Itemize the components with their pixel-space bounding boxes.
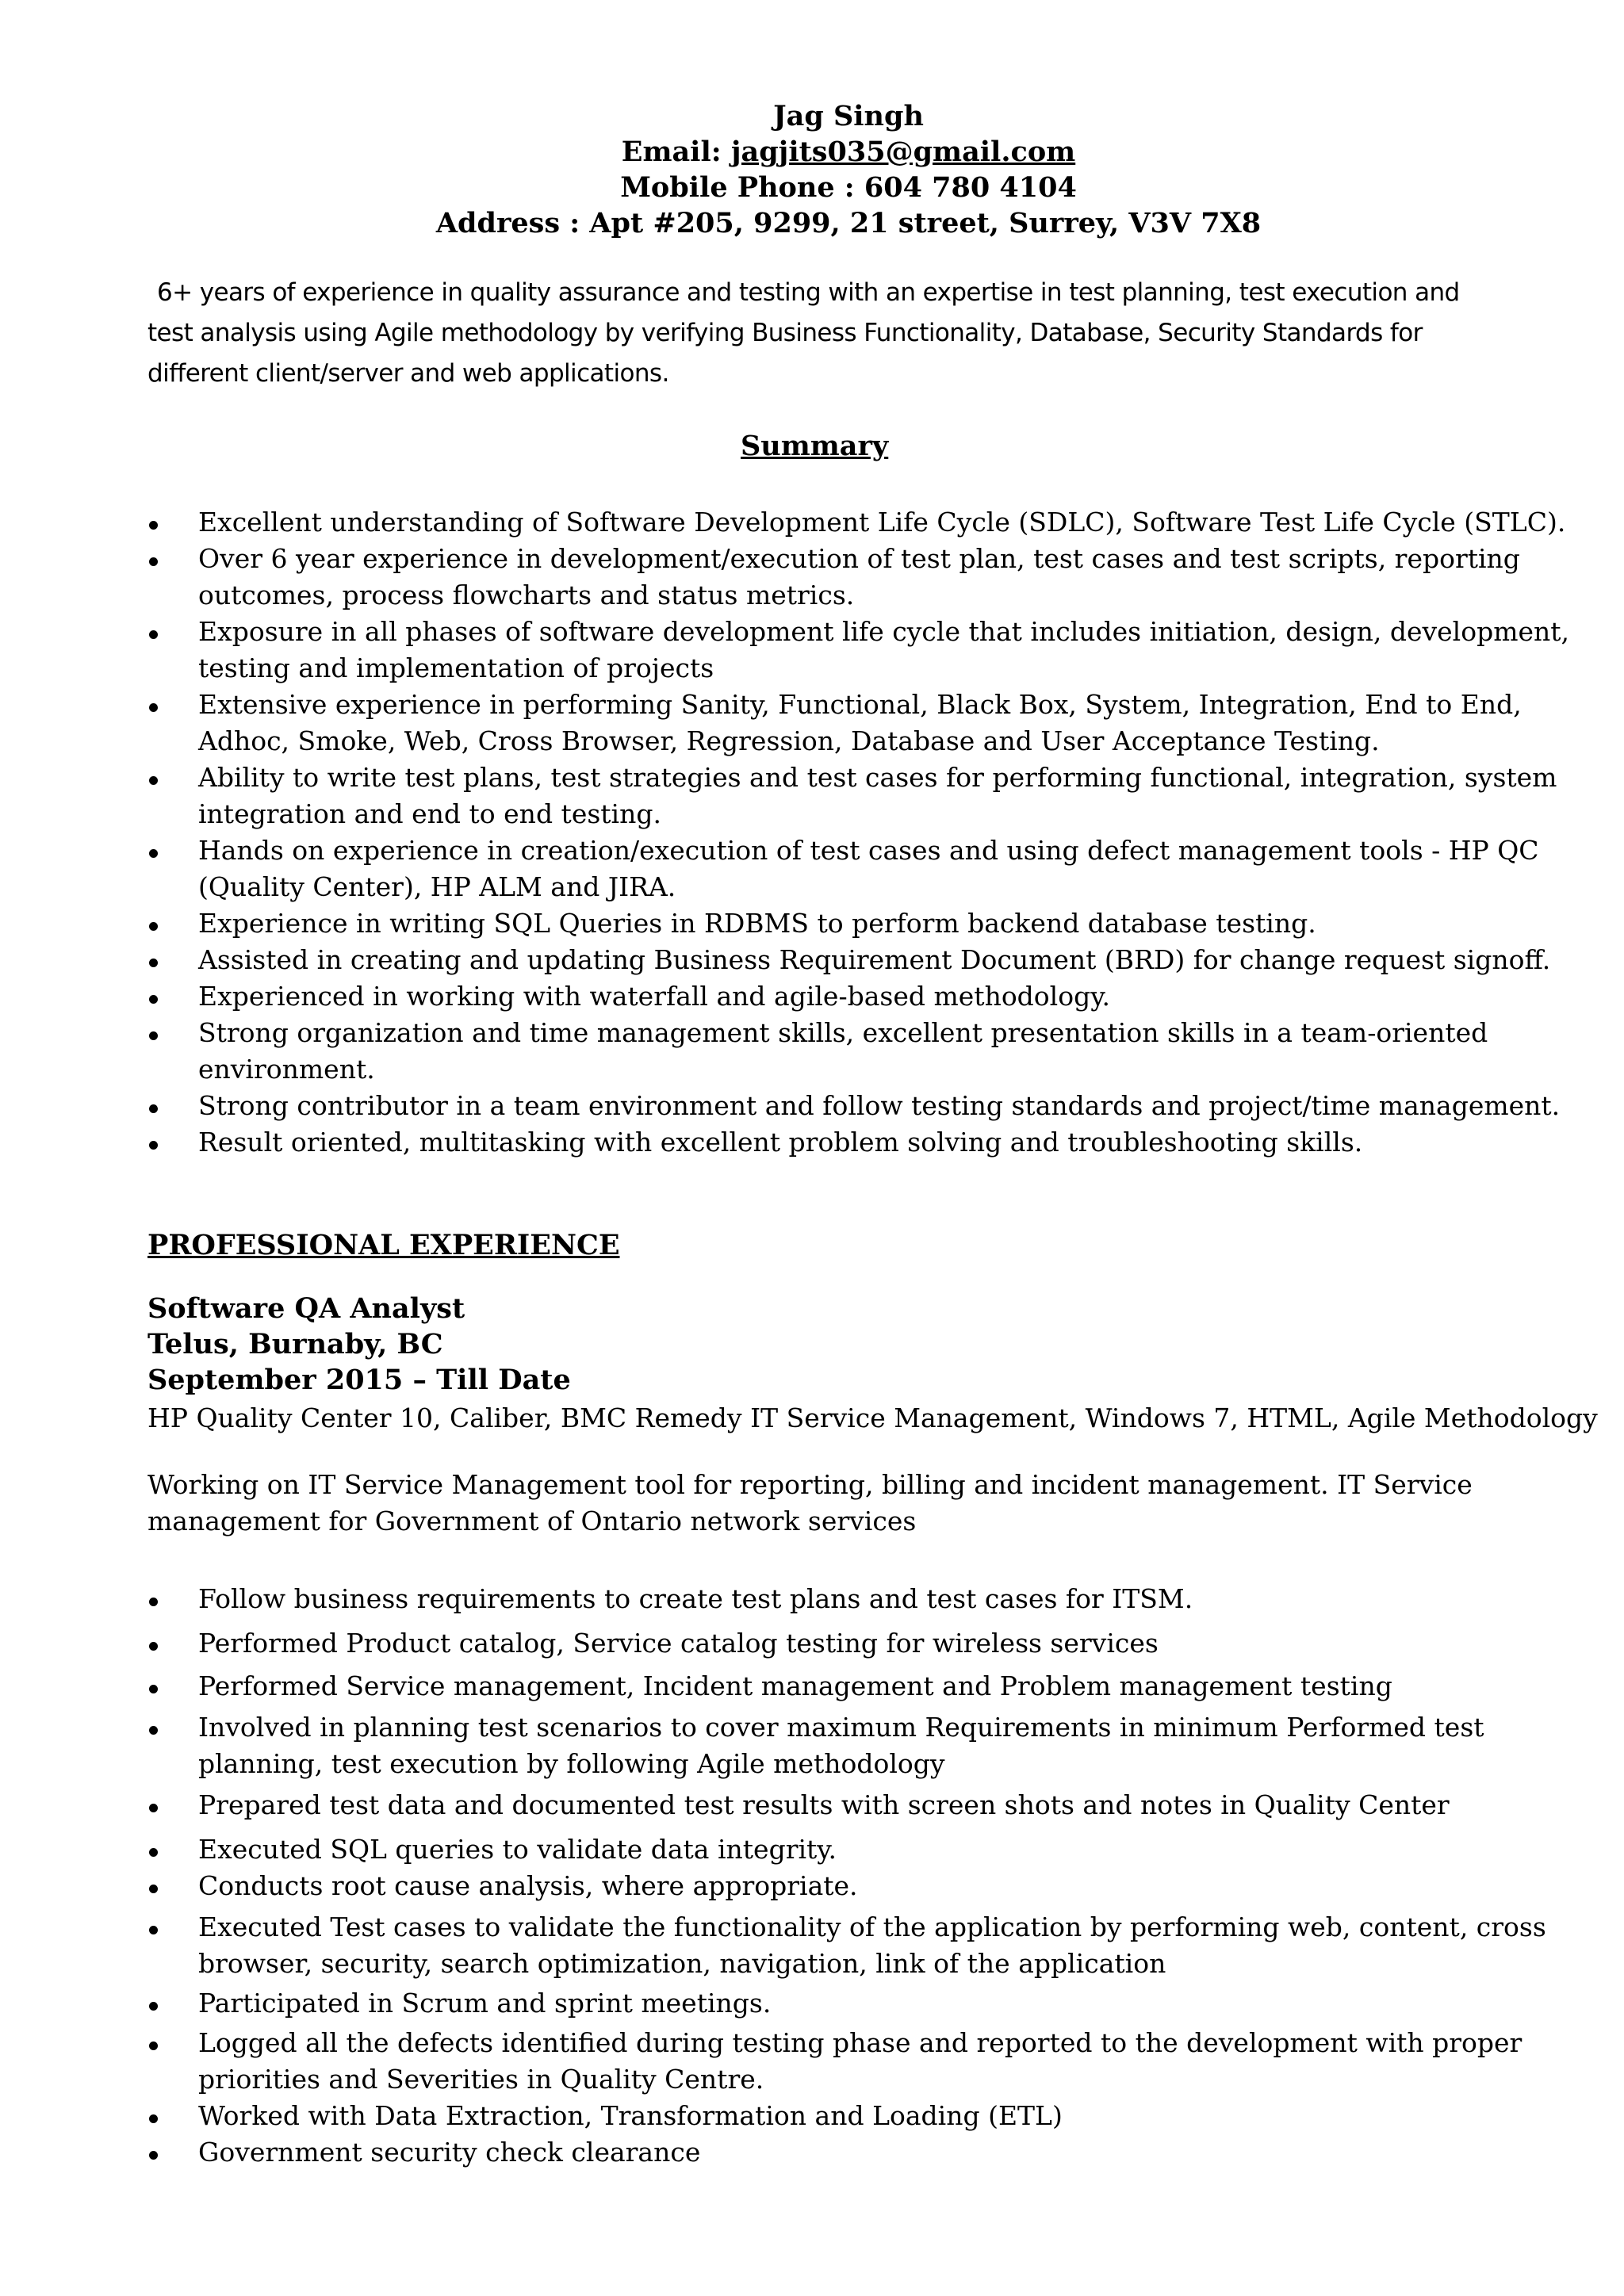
responsibility-item — [149, 1985, 1545, 2022]
job-dates: September 2015 – Till Date — [147, 1364, 571, 1396]
bullet-text: planning, test execution by following Agile methodology — [198, 1748, 945, 1779]
summary-item — [149, 905, 1545, 942]
bullet-icon — [149, 1104, 158, 1113]
summary-heading: Summary — [741, 430, 889, 462]
bullet-text: Performed Service management, Incident management and Problem management testing — [198, 1670, 1392, 1701]
experience-heading: PROFESSIONAL EXPERIENCE — [147, 1229, 620, 1261]
responsibility-item — [149, 2025, 1545, 2098]
bullet-text: Executed Test cases to validate the functionality of the application by performing web, content, cross — [198, 1911, 1546, 1942]
bullet-icon — [149, 630, 158, 639]
summary-item — [149, 1015, 1545, 1088]
bullet-text: Prepared test data and documented test results with screen shots and notes in Quality Center — [198, 1789, 1450, 1820]
bullet-icon — [149, 1804, 158, 1812]
summary-list — [149, 504, 1570, 1161]
bullet-text: Participated in Scrum and sprint meetings. — [198, 1988, 772, 2019]
bullet-text: Performed Product catalog, Service catalog testing for wireless services — [198, 1628, 1159, 1659]
bullet-text: Follow business requirements to create test plans and test cases for ITSM. — [198, 1583, 1193, 1614]
summary-item — [149, 541, 1545, 614]
summary-item — [149, 1124, 1545, 1161]
summary-item — [149, 504, 1566, 541]
intro-line: 6+ years of experience in quality assurance and testing with an expertise in test planning, test execution and — [157, 278, 1460, 307]
intro-line: different client/server and web applications. — [147, 359, 669, 388]
responsibility-item — [149, 2098, 1545, 2134]
bullet-text: Strong contributor in a team environment and follow testing standards and project/time management. — [198, 1090, 1561, 1121]
bullet-text: Excellent understanding of Software Development Life Cycle (SDLC), Software Test Life Cycle (STLC). — [198, 507, 1566, 538]
responsibility-item — [149, 1787, 1545, 1823]
bullet-icon — [149, 2002, 158, 2011]
bullet-text: Conducts root cause analysis, where appropriate. — [198, 1870, 858, 1901]
bullet-text: Experienced in working with waterfall and agile-based methodology. — [198, 981, 1110, 1012]
bullet-icon — [149, 776, 158, 785]
bullet-icon — [149, 922, 158, 931]
summary-item — [149, 1088, 1561, 1124]
contact-header — [0, 98, 1624, 241]
bullet-text: Logged all the defects identified during testing phase and reported to the development with proper — [198, 2027, 1522, 2058]
bullet-icon — [149, 1642, 158, 1651]
bullet-icon — [149, 2042, 158, 2050]
email-link[interactable]: jagjits035@gmail.com — [730, 136, 1076, 168]
bullet-icon — [149, 2151, 158, 2160]
bullet-icon — [149, 1926, 158, 1934]
bullet-text: environment. — [198, 1054, 375, 1085]
bullet-icon — [149, 1031, 158, 1040]
summary-item — [149, 832, 1545, 905]
bullet-icon — [149, 557, 158, 566]
bullet-icon — [149, 1685, 158, 1693]
responsibility-item — [149, 1625, 1545, 1662]
summary-item — [149, 614, 1570, 687]
bullet-text: integration and end to end testing. — [198, 798, 661, 829]
summary-item — [149, 687, 1545, 760]
bullet-text: browser, security, search optimization, navigation, link of the application — [198, 1948, 1166, 1979]
bullet-text: Executed SQL queries to validate data integrity. — [198, 1834, 837, 1865]
bullet-text: Strong organization and time management skills, excellent presentation skills in a team-oriented — [198, 1017, 1488, 1048]
bullet-icon — [149, 1141, 158, 1150]
summary-item — [149, 942, 1551, 978]
bullet-text: Adhoc, Smoke, Web, Cross Browser, Regression, Database and User Acceptance Testing. — [198, 725, 1380, 756]
bullet-text: Involved in planning test scenarios to cover maximum Requirements in minimum Performed test — [198, 1712, 1484, 1743]
bullet-icon — [149, 1726, 158, 1735]
responsibility-item — [149, 2134, 1545, 2171]
bullet-text: Hands on experience in creation/execution of test cases and using defect management tools - HP QC — [198, 835, 1539, 866]
bullet-text: priorities and Severities in Quality Centre. — [198, 2064, 764, 2095]
company: Telus, Burnaby, BC — [147, 1328, 443, 1360]
responsibility-item — [149, 1668, 1545, 1705]
email-line — [0, 134, 1624, 170]
intro-line: test analysis using Agile methodology by verifying Business Functionality, Database, Security Standards for — [147, 319, 1423, 347]
job-header — [147, 1291, 571, 1398]
bullet-text: Government security check clearance — [198, 2137, 701, 2168]
bullet-icon — [149, 1885, 158, 1893]
email-label: Email: — [621, 136, 731, 168]
bullet-text: Worked with Data Extraction, Transformation and Loading (ETL) — [198, 2100, 1063, 2131]
responsibilities-list — [149, 1581, 1545, 2171]
responsibility-item — [149, 1868, 1545, 1904]
bullet-text: Extensive experience in performing Sanity, Functional, Black Box, System, Integration, End to End, — [198, 689, 1522, 720]
bullet-icon — [149, 521, 158, 530]
address-line: Address : Apt #205, 9299, 21 street, Surrey, V3V 7X8 — [435, 207, 1262, 239]
bullet-icon — [149, 1598, 158, 1606]
bullet-text: Over 6 year experience in development/execution of test plan, test cases and test scripts, reporting — [198, 543, 1520, 574]
bullet-text: outcomes, process flowcharts and status metrics. — [198, 580, 855, 610]
bullet-icon — [149, 959, 158, 967]
responsibility-item — [149, 1909, 1545, 1982]
responsibility-item — [149, 1709, 1545, 1782]
candidate-name: Jag Singh — [773, 100, 924, 132]
bullet-icon — [149, 995, 158, 1004]
job-title: Software QA Analyst — [147, 1292, 465, 1325]
summary-item — [149, 760, 1557, 832]
bullet-text: Experience in writing SQL Queries in RDBMS to perform backend database testing. — [198, 908, 1316, 939]
bullet-text: (Quality Center), HP ALM and JIRA. — [198, 871, 676, 902]
intro-paragraph — [147, 273, 1543, 394]
bullet-text: testing and implementation of projects — [198, 652, 714, 683]
description-line: Working on IT Service Management tool for reporting, billing and incident management. IT Service — [147, 1469, 1473, 1500]
bullet-icon — [149, 2114, 158, 2123]
description-line: management for Government of Ontario network services — [147, 1506, 917, 1536]
job-tools: HP Quality Center 10, Caliber, BMC Remedy IT Service Management, Windows 7, HTML, Agile Methodology — [147, 1402, 1598, 1433]
job-description — [147, 1467, 1473, 1540]
bullet-icon — [149, 1848, 158, 1857]
bullet-text: Ability to write test plans, test strategies and test cases for performing functional, integration, system — [198, 762, 1557, 793]
responsibility-item — [149, 1581, 1545, 1617]
bullet-text: Result oriented, multitasking with excellent problem solving and troubleshooting skills. — [198, 1127, 1363, 1158]
bullet-icon — [149, 703, 158, 712]
summary-item — [149, 978, 1545, 1015]
bullet-text: Exposure in all phases of software development life cycle that includes initiation, design, development, — [198, 616, 1570, 647]
bullet-text: Assisted in creating and updating Business Requirement Document (BRD) for change request signoff. — [198, 944, 1551, 975]
bullet-icon — [149, 849, 158, 858]
phone-line: Mobile Phone : 604 780 4104 — [620, 171, 1077, 204]
responsibility-item — [149, 1831, 1545, 1868]
